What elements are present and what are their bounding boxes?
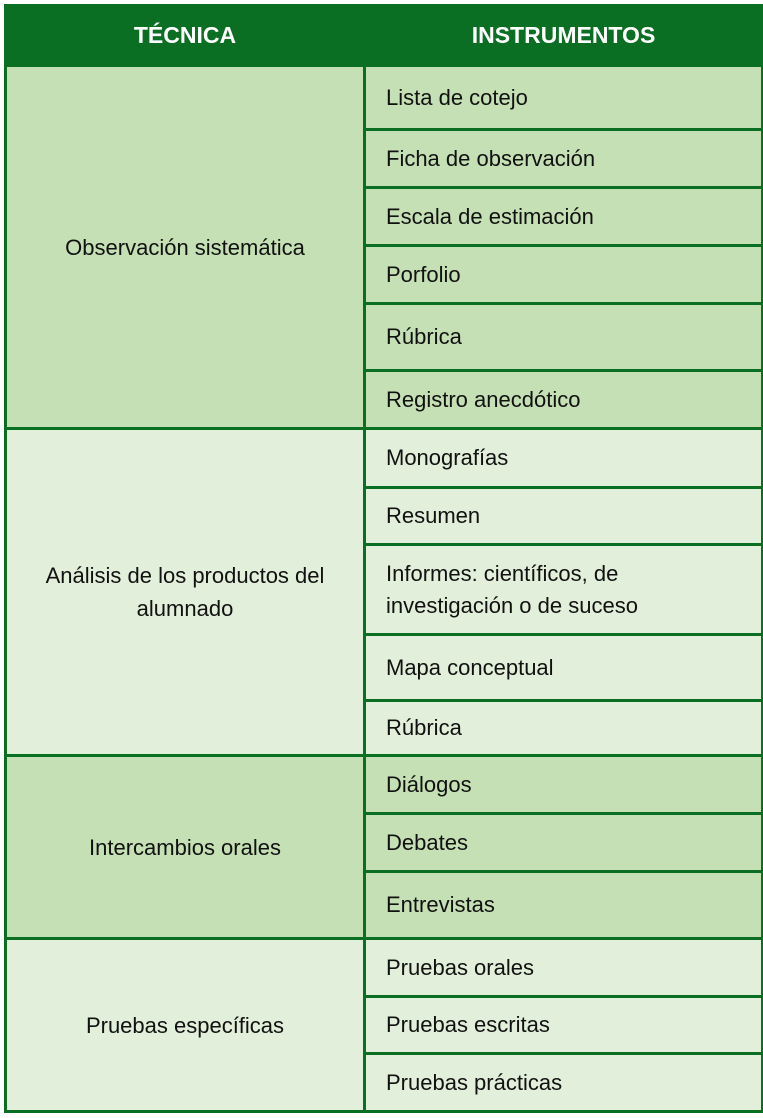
table-row [6, 429, 763, 488]
instrumento-cell: Escala de estimación [365, 188, 763, 246]
instrumento-cell: Mapa conceptual [365, 635, 763, 701]
instrumento-cell: Informes: científicos, de investigación o de suceso [365, 545, 763, 635]
table-row [6, 66, 763, 130]
header-tecnica: TÉCNICA [6, 6, 365, 66]
instrumento-cell: Ficha de observación [365, 130, 763, 188]
instrumento-cell: Registro anecdótico [365, 371, 763, 429]
instrumento-cell: Lista de cotejo [365, 66, 763, 130]
instrumento-cell: Rúbrica [365, 701, 763, 756]
tecnica-cell: Pruebas específicas [6, 939, 365, 1112]
instrumento-cell: Diálogos [365, 756, 763, 814]
instrumento-cell: Monografías [365, 429, 763, 488]
instrumento-cell: Pruebas orales [365, 939, 763, 997]
techniques-instruments-table [4, 4, 763, 1113]
instrumento-cell: Pruebas escritas [365, 997, 763, 1054]
instrumento-cell: Entrevistas [365, 872, 763, 939]
table-row [6, 756, 763, 814]
instrumento-cell: Rúbrica [365, 304, 763, 371]
instrumento-cell: Debates [365, 814, 763, 872]
table-row [6, 939, 763, 997]
tecnica-cell: Análisis de los productos del alumnado [6, 429, 365, 756]
instrumento-cell: Resumen [365, 488, 763, 545]
tecnica-cell: Intercambios orales [6, 756, 365, 939]
header-row [6, 6, 763, 66]
instrumento-cell: Pruebas prácticas [365, 1054, 763, 1112]
header-instrumentos: INSTRUMENTOS [365, 6, 763, 66]
tecnica-cell: Observación sistemática [6, 66, 365, 429]
instrumento-cell: Porfolio [365, 246, 763, 304]
